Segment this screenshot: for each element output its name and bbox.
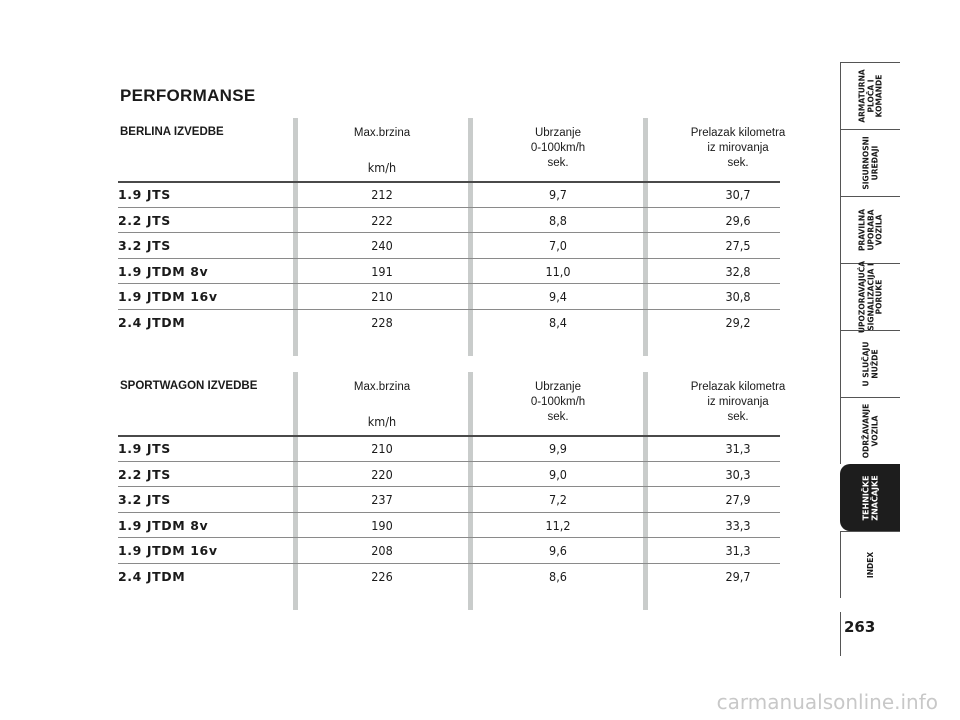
table-row [118, 182, 758, 208]
max-speed-value: 190 [371, 517, 393, 533]
max-speed-value: 212 [371, 187, 393, 202]
max-speed-value: 210 [371, 441, 393, 456]
tab-correct-use[interactable] [840, 196, 900, 263]
max-speed-value: 191 [371, 263, 393, 279]
km-time-value: 29,7 [725, 568, 751, 584]
tab-label: SIGURNOSNI UREĐAJI [861, 136, 879, 190]
max-speed-value: 220 [371, 466, 393, 482]
tab-emergency[interactable] [840, 330, 900, 397]
version-name: 3.2 JTS [118, 238, 171, 253]
version-name: 1.9 JTS [118, 187, 171, 202]
version-name: 2.4 JTDM [118, 568, 186, 584]
km-time-value: 30,7 [725, 187, 751, 202]
km-time-value: 29,2 [725, 314, 751, 330]
header-max-speed-unit: km/h [367, 160, 397, 175]
acceleration-value: 9,4 [549, 289, 567, 304]
acceleration-value: 11,0 [545, 263, 571, 279]
version-name: 1.9 JTDM 16v [118, 289, 218, 304]
tab-label: U SLUČAJU NUŽDE [861, 341, 879, 387]
page-number-rule [840, 612, 841, 656]
version-name: 1.9 JTDM 8v [118, 517, 209, 533]
table-body [118, 182, 758, 335]
table-row [118, 310, 758, 336]
version-name: 2.2 JTS [118, 212, 171, 228]
page-title: PERFORMANSE [120, 86, 256, 105]
max-speed-value: 240 [371, 238, 393, 253]
tab-label: ODRŽAVANJE VOZILA [861, 403, 879, 459]
header-acceleration: Ubrzanje 0-100km/h sek. [530, 381, 586, 423]
km-time-value: 29,6 [725, 212, 751, 228]
header-km-time: Prelazak kilometra iz mirovanja sek. [690, 127, 786, 169]
table-body [118, 436, 758, 589]
max-speed-value: 228 [371, 314, 393, 330]
section-title: BERLINA IZVEDBE [120, 126, 224, 138]
tab-warning-lights[interactable] [840, 260, 900, 334]
version-name: 2.2 JTS [118, 466, 171, 482]
table-row [118, 259, 758, 285]
km-time-value: 31,3 [725, 543, 751, 558]
table-row [118, 487, 758, 513]
max-speed-value: 222 [371, 212, 393, 228]
table-row [118, 284, 758, 310]
tab-safety-devices[interactable] [840, 129, 900, 196]
km-time-value: 30,8 [725, 289, 751, 304]
watermark: carmanualsonline.info [716, 690, 938, 714]
header-max-speed-unit: km/h [367, 414, 397, 429]
km-time-value: 27,9 [725, 492, 751, 507]
table-row [118, 538, 758, 564]
acceleration-value: 9,7 [549, 187, 567, 202]
table-row [118, 564, 758, 590]
table-row [118, 513, 758, 539]
km-time-value: 30,3 [725, 466, 751, 482]
acceleration-value: 11,2 [545, 517, 571, 533]
table-row [118, 233, 758, 259]
max-speed-value: 210 [371, 289, 393, 304]
tab-instrument-panel[interactable] [840, 62, 900, 129]
acceleration-value: 8,6 [549, 568, 567, 584]
acceleration-value: 7,2 [549, 492, 567, 507]
max-speed-value: 226 [371, 568, 393, 584]
acceleration-value: 9,6 [549, 543, 567, 558]
table-row [118, 436, 758, 462]
tab-label: PRAVILNA UPORABA VOZILA [856, 208, 883, 252]
version-name: 1.9 JTDM 16v [118, 543, 218, 558]
acceleration-value: 9,9 [549, 441, 567, 456]
table-row [118, 208, 758, 234]
version-name: 1.9 JTDM 8v [118, 263, 209, 279]
max-speed-value: 237 [371, 492, 393, 507]
header-max-speed: Max.brzina [353, 381, 411, 393]
tab-index[interactable] [840, 531, 900, 598]
tab-label: UPOZORAVAJUĆA SIGNALIZACIJA I PORUKE [856, 260, 883, 334]
version-name: 3.2 JTS [118, 492, 171, 507]
section-title: SPORTWAGON IZVEDBE [120, 380, 258, 392]
max-speed-value: 208 [371, 543, 393, 558]
page-number: 263 [844, 618, 876, 636]
tab-technical-specifications[interactable] [840, 464, 900, 531]
km-time-value: 33,3 [725, 517, 751, 533]
version-name: 2.4 JTDM [118, 314, 186, 330]
acceleration-value: 9,0 [549, 466, 567, 482]
version-name: 1.9 JTS [118, 441, 171, 456]
chapter-tabs [840, 62, 900, 598]
header-km-time: Prelazak kilometra iz mirovanja sek. [690, 381, 786, 423]
tab-label: INDEX [865, 551, 875, 579]
tab-maintenance[interactable] [840, 397, 900, 464]
km-time-value: 31,3 [725, 441, 751, 456]
table-row [118, 462, 758, 488]
km-time-value: 32,8 [725, 263, 751, 279]
header-max-speed: Max.brzina [353, 127, 411, 139]
km-time-value: 27,5 [725, 238, 751, 253]
acceleration-value: 8,8 [549, 212, 567, 228]
acceleration-value: 8,4 [549, 314, 567, 330]
tab-label: TEHNIČKE ZNAČAJKE [861, 475, 879, 521]
acceleration-value: 7,0 [549, 238, 567, 253]
tab-label: ARMATURNA PLOČA I KOMANDE [856, 69, 883, 123]
header-acceleration: Ubrzanje 0-100km/h sek. [530, 127, 586, 169]
